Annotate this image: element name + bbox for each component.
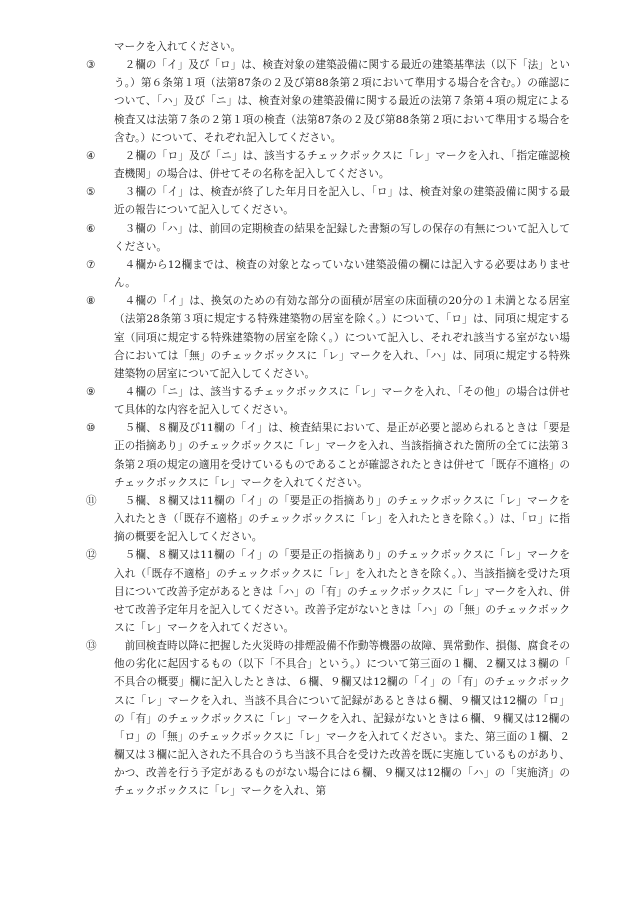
item-number: ⑤	[86, 186, 96, 199]
item-number: ⑫	[86, 549, 97, 562]
instruction-item-7	[86, 256, 570, 292]
instruction-item-6	[86, 220, 570, 256]
item-text: ５欄、８欄又は11欄の「イ」の「要是正の指摘あり」のチェックボックスに「レ」マークを入れたとき（「既存不適格」のチェックボックスに「レ」を入れたときを除く。）は、「ロ」に指摘の概要を記入してください。	[114, 494, 570, 544]
item-text: ２欄の「ロ」及び「ニ」は、該当するチェックボックスに「レ」マークを入れ、「指定確認検査機関」の場合は、併せてその名称を記入してください。	[114, 149, 570, 181]
item-text: 前回検査時以降に把握した火災時の排煙設備不作動等機器の故障、異常動作、損傷、腐食その他の劣化に起因するもの（以下「不具合」という。）について第三面の１欄、２欄又は３欄の「不具合の概要」欄に記入したときは、６欄、９欄又は12欄の「イ」の「有」のチェックボックスに「レ」マークを入れ、当該不具合について記録があるときは６欄、９欄又は12欄の「ロ」の「有」のチェックボックスに「レ」マークを入れ、記録がないときは６欄、９欄又は12欄の「ロ」の「無」のチェックボックスに「レ」マークを入れてください。また、第三面の１欄、２欄又は３欄に記入された不具合のうち当該不具合を受けた改善を既に実施しているものがあり、かつ、改善を行う予定があるものがない場合には６欄、９欄又は12欄の「ハ」の「実施済」のチェックボックスに「レ」マークを入れ、第	[114, 640, 570, 798]
item-text: ３欄の「ハ」は、前回の定期検査の結果を記録した書類の写しの保存の有無について記入してください。	[114, 222, 570, 253]
instruction-item-4	[86, 147, 570, 183]
item-number: ⑩	[86, 422, 96, 435]
item-text: ３欄の「イ」は、検査が終了した年月日を記入し、「ロ」は、検査対象の建築設備に関する最近の報告について記入してください。	[114, 186, 570, 217]
item-number: ⑨	[86, 385, 96, 398]
item-text: ５欄、８欄又は11欄の「イ」の「要是正の指摘あり」のチェックボックスに「レ」マークを入れ（「既存不適格」のチェックボックスに「レ」を入れたときを除く。）、当該指摘を受けた項目について改善予定があるときは「ハ」の「有」のチェックボックスに「レ」マークを入れ、併せて改善予定年月を記入してください。改善予定がないときは「ハ」の「無」のチェックボックスに「レ」マークを入れてください。	[114, 549, 570, 634]
item-number: ⑪	[86, 494, 97, 507]
item-text: ２欄の「イ」及び「ロ」は、検査対象の建築設備に関する最近の建築基準法（以下「法」という。）第６条第１項（法第87条の２及び第88条第２項において準用する場合を含む。）の確認について、「ハ」及び「ニ」は、検査対象の建築設備に関する最近の法第７条第４項の規定による検査又は法第７条の２第１項の検査（法第87条の２及び第88条第２項において準用する場合を含む。）について、それぞれ記入してください。	[114, 59, 570, 144]
item-number: ⑬	[86, 640, 97, 653]
instruction-item-8	[86, 292, 570, 383]
item-number: ⑥	[86, 222, 96, 235]
item-text: ４欄の「イ」は、換気のための有効な部分の面積が居室の床面積の20分の１未満となる居室（法第28条第３項に規定する特殊建築物の居室を除く。）について、「ロ」は、同項に規定する室（同項に規定する特殊建築物の居室を除く。）について記入し、それぞれ該当する室がない場合においては「無」のチェックボックスに「レ」マークを入れ、「ハ」は、同項に規定する特殊建築物の居室について記入してください。	[114, 295, 570, 380]
item-text: ５欄、８欄及び11欄の「イ」は、検査結果において、是正が必要と認められるときは「要是正の指摘あり」のチェックボックスに「レ」マークを入れ、当該指摘された箇所の全てに法第３条第２項の規定の適用を受けているものであることが確認されたときは併せて「既存不適格」のチェックボックスに「レ」マークを入れてください。	[114, 422, 570, 489]
instruction-item-12	[86, 546, 570, 637]
instruction-item-9	[86, 383, 570, 419]
instruction-item-11	[86, 492, 570, 546]
instruction-item-3	[86, 56, 570, 147]
continued-text: マークを入れてください。	[114, 41, 242, 53]
item-text: ４欄の「ニ」は、該当するチェックボックスに「レ」マークを入れ、「その他」の場合は併せて具体的な内容を記入してください。	[114, 385, 570, 417]
item-number: ③	[86, 59, 96, 72]
item-text: ４欄から12欄までは、検査の対象となっていない建築設備の欄には記入する必要はありません。	[114, 258, 570, 290]
instruction-item-5	[86, 183, 570, 219]
item-number: ④	[86, 149, 96, 162]
instruction-item-13	[86, 637, 570, 800]
item-number: ⑧	[86, 295, 96, 308]
item-number: ⑦	[86, 258, 96, 271]
instruction-item-10	[86, 419, 570, 492]
